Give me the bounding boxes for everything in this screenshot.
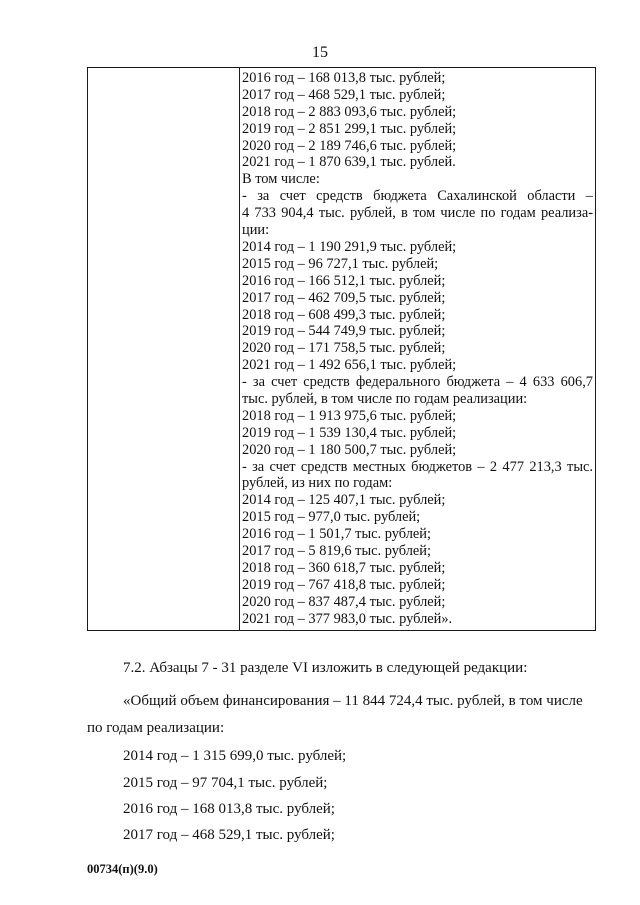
table-line: 2015 год – 977,0 тыс. рублей; <box>242 509 421 526</box>
table-line: 2018 год – 1 913 975,6 тыс. рублей; <box>242 407 457 424</box>
table-line: 2014 год – 1 190 291,9 тыс. рублей; <box>242 238 457 255</box>
table-line: 2020 год – 171 758,5 тыс. рублей; <box>242 340 446 357</box>
table-line: 2018 год – 608 499,3 тыс. рублей; <box>242 306 446 323</box>
table-line: 2014 год – 125 407,1 тыс. рублей; <box>242 492 446 509</box>
table-line: 2017 год – 462 709,5 тыс. рублей; <box>242 289 446 306</box>
table-left-cell <box>88 68 240 631</box>
year-line: 2015 год – 97 704,1 тыс. рублей; <box>123 775 328 791</box>
document-code: 00734(п)(9.0) <box>87 862 158 876</box>
table-line: 2019 год – 544 749,9 тыс. рублей; <box>242 323 446 340</box>
table-line: 4 733 904,4 тыс. рублей, в том числе по годам реализа- <box>242 205 593 222</box>
table-line: 2016 год – 1 501,7 тыс. рублей; <box>242 526 431 543</box>
table-line: 2015 год – 96 727,1 тыс. рублей; <box>242 255 439 272</box>
table-line: 2018 год – 2 883 093,6 тыс. рублей; <box>242 103 457 120</box>
financing-table <box>87 67 596 631</box>
table-line: 2021 год – 1 492 656,1 тыс. рублей; <box>242 357 457 374</box>
table-line: 2020 год – 2 189 746,6 тыс. рублей; <box>242 137 457 154</box>
table-line: - за счет средств местных бюджетов – 2 477 213,3 тыс. <box>242 458 593 475</box>
table-line: 2016 год – 168 013,8 тыс. рублей; <box>242 70 446 86</box>
page-number: 15 <box>312 44 328 61</box>
year-line: 2017 год – 468 529,1 тыс. рублей; <box>123 827 335 843</box>
table-line: 2019 год – 2 851 299,1 тыс. рублей; <box>242 120 457 137</box>
table-line: 2019 год – 767 418,8 тыс. рублей; <box>242 576 446 593</box>
table-line: рублей, из них по годам: <box>242 475 393 492</box>
table-line: 2021 год – 1 870 639,1 тыс. рублей. <box>242 154 456 171</box>
table-line: 2017 год – 468 529,1 тыс. рублей; <box>242 86 446 103</box>
table-line: 2019 год – 1 539 130,4 тыс. рублей; <box>242 424 457 441</box>
table-line: ции: <box>242 222 270 239</box>
table-line: 2020 год – 837 487,4 тыс. рублей; <box>242 593 446 610</box>
table-line: 2018 год – 360 618,7 тыс. рублей; <box>242 559 446 576</box>
table-line: - за счет средств бюджета Сахалинской области – <box>242 188 593 205</box>
year-line: 2014 год – 1 315 699,0 тыс. рублей; <box>123 748 347 764</box>
paragraph-line: по годам реализации: <box>87 720 225 736</box>
paragraph-line: «Общий объем финансирования – 11 844 724,4 тыс. рублей, в том числе <box>123 693 583 709</box>
table-line: - за счет средств федерального бюджета – 4 633 606,7 <box>242 374 593 391</box>
table-line: 2016 год – 166 512,1 тыс. рублей; <box>242 272 446 289</box>
table-line: 2017 год – 5 819,6 тыс. рублей; <box>242 543 431 559</box>
table-line: тыс. рублей, в том числе по годам реализации: <box>242 390 528 407</box>
table-right-cell <box>240 68 596 631</box>
table-line: 2021 год – 377 983,0 тыс. рублей». <box>242 610 453 627</box>
table-line: 2020 год – 1 180 500,7 тыс. рублей; <box>242 441 457 458</box>
year-line: 2016 год – 168 013,8 тыс. рублей; <box>123 801 335 817</box>
table-line: В том числе: <box>242 171 320 188</box>
section-heading: 7.2. Абзацы 7 - 31 разделе VI изложить в следующей редакции: <box>123 660 528 676</box>
